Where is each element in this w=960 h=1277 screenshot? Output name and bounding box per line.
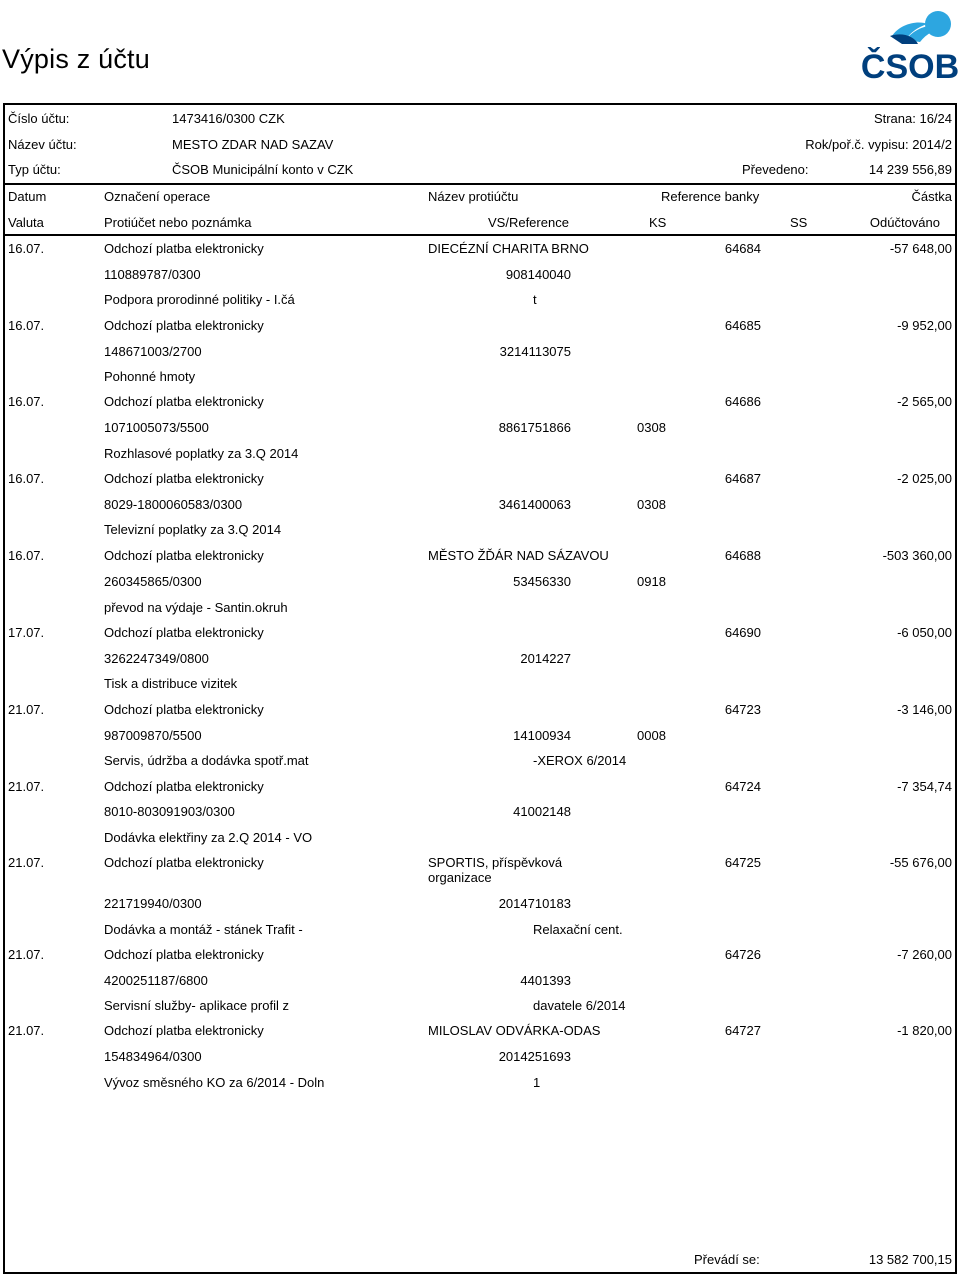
- tx-ks: 0308: [637, 420, 666, 435]
- tx-date: 21.07.: [8, 702, 45, 717]
- tx-ref: 64687: [724, 471, 761, 486]
- transfer-value: 13 582 700,15: [868, 1252, 952, 1267]
- tx-amount: -57 648,00: [889, 241, 952, 256]
- tx-amount: -9 952,00: [897, 318, 952, 333]
- tx-date: 21.07.: [8, 855, 45, 870]
- frame-top: [3, 103, 957, 105]
- tx-amount: -6 050,00: [897, 625, 952, 640]
- tx-account: 8010-803091903/0300: [104, 804, 235, 819]
- col-bank-ref: Reference banky: [661, 189, 760, 204]
- tx-note: Vývoz směsného KO za 6/2014 - Doln: [104, 1075, 325, 1090]
- col-ss: SS: [790, 215, 808, 230]
- csob-logo-icon: [862, 6, 958, 86]
- tx-vs: 14100934: [513, 728, 571, 743]
- account-name-label: Název účtu:: [8, 137, 77, 152]
- tx-vs: 908140040: [505, 267, 571, 282]
- account-type-label: Typ účtu:: [8, 162, 61, 177]
- tx-vs: 2014251693: [498, 1049, 571, 1064]
- tx-ref: 64690: [724, 625, 761, 640]
- col-currency: Valuta: [8, 215, 44, 230]
- tx-account: 1071005073/5500: [104, 420, 209, 435]
- col-vs-ref: VS/Reference: [488, 215, 569, 230]
- tx-account: 221719940/0300: [104, 896, 202, 911]
- frame-left: [3, 103, 5, 1274]
- tx-note-continued: Relaxační cent.: [533, 922, 623, 937]
- tx-note: Dodávka elektřiny za 2.Q 2014 - VO: [104, 830, 313, 845]
- tx-note-continued: -XEROX 6/2014: [533, 753, 627, 768]
- col-operation: Označení operace: [104, 189, 211, 204]
- account-number-label: Číslo účtu:: [8, 111, 70, 126]
- tx-operation: Odchozí platba elektronicky: [104, 947, 264, 962]
- tx-vs: 8861751866: [498, 420, 571, 435]
- tx-note: převod na výdaje - Santin.okruh: [104, 600, 288, 615]
- tx-counter-name: MILOSLAV ODVÁRKA-ODAS: [428, 1023, 601, 1038]
- tx-date: 16.07.: [8, 318, 45, 333]
- tx-ref: 64726: [724, 947, 761, 962]
- tx-account: 4200251187/6800: [104, 973, 208, 988]
- col-counter-account: Protiúčet nebo poznámka: [104, 215, 252, 230]
- tx-vs: 2014710183: [498, 896, 571, 911]
- tx-operation: Odchozí platba elektronicky: [104, 702, 264, 717]
- tx-vs: 4401393: [520, 973, 571, 988]
- tx-account: 148671003/2700: [104, 344, 202, 359]
- frame-right: [955, 103, 957, 1274]
- col-counter-name: Název protiúčtu: [428, 189, 519, 204]
- tx-operation: Odchozí platba elektronicky: [104, 241, 264, 256]
- tx-ref: 64727: [724, 1023, 761, 1038]
- statement-year: Rok/poř.č. vypisu: 2014/2: [805, 137, 952, 152]
- tx-ks: 0308: [637, 497, 666, 512]
- tx-note-continued: t: [533, 292, 537, 307]
- tx-operation: Odchozí platba elektronicky: [104, 394, 264, 409]
- logo-text: ČSOB: [862, 48, 958, 86]
- tx-note: Dodávka a montáž - stánek Trafit -: [104, 922, 303, 937]
- col-posted: Odúčtováno: [869, 215, 940, 230]
- tx-ref: 64688: [724, 548, 761, 563]
- col-ks: KS: [649, 215, 667, 230]
- tx-operation: Odchozí platba elektronicky: [104, 548, 264, 563]
- frame-bottom: [3, 1272, 957, 1274]
- tx-date: 21.07.: [8, 947, 45, 962]
- tx-counter-name: SPORTIS, příspěvková organizace: [428, 855, 563, 885]
- tx-ks: 0008: [637, 728, 666, 743]
- tx-note-continued: 1: [533, 1075, 541, 1090]
- col-date: Datum: [8, 189, 47, 204]
- tx-date: 21.07.: [8, 779, 45, 794]
- tx-amount: -7 260,00: [897, 947, 952, 962]
- tx-ref: 64684: [724, 241, 761, 256]
- tx-vs: 3461400063: [498, 497, 571, 512]
- tx-note: Televizní poplatky za 3.Q 2014: [104, 522, 282, 537]
- tx-ks: 0918: [637, 574, 666, 589]
- tx-vs: 41002148: [513, 804, 571, 819]
- header-divider: [3, 183, 957, 185]
- tx-amount: -2 025,00: [897, 471, 952, 486]
- tx-amount: -2 565,00: [897, 394, 952, 409]
- tx-vs: 53456330: [513, 574, 571, 589]
- tx-vs: 3214113075: [499, 344, 571, 359]
- tx-amount: -503 360,00: [882, 548, 952, 563]
- tx-operation: Odchozí platba elektronicky: [104, 471, 264, 486]
- tx-operation: Odchozí platba elektronicky: [104, 318, 264, 333]
- tx-vs: 2014227: [520, 651, 571, 666]
- tx-ref: 64724: [724, 779, 761, 794]
- tx-date: 16.07.: [8, 471, 45, 486]
- tx-note: Pohonné hmoty: [104, 369, 196, 384]
- transfer-label: Převádí se:: [694, 1252, 760, 1267]
- tx-counter-name: MĚSTO ŽĎÁR NAD SÁZAVOU: [428, 548, 609, 563]
- tx-account: 154834964/0300: [104, 1049, 202, 1064]
- tx-account: 110889787/0300: [104, 267, 201, 282]
- tx-operation: Odchozí platba elektronicky: [104, 1023, 264, 1038]
- tx-date: 17.07.: [8, 625, 45, 640]
- tx-account: 3262247349/0800: [104, 651, 209, 666]
- tx-amount: -7 354,74: [897, 779, 952, 794]
- tx-note-continued: davatele 6/2014: [533, 998, 626, 1013]
- page-title: Výpis z účtu: [2, 44, 150, 74]
- tx-operation: Odchozí platba elektronicky: [104, 855, 264, 870]
- tx-operation: Odchozí platba elektronicky: [104, 779, 264, 794]
- tx-date: 16.07.: [8, 241, 45, 256]
- col-amount: Částka: [911, 189, 952, 204]
- account-type: ČSOB Municipální konto v CZK: [172, 162, 354, 177]
- tx-note: Podpora prorodinné politiky - I.čá: [104, 292, 295, 307]
- tx-counter-name: DIECÉZNÍ CHARITA BRNO: [428, 241, 589, 256]
- tx-amount: -55 676,00: [889, 855, 952, 870]
- tx-amount: -3 146,00: [897, 702, 952, 717]
- tx-amount: -1 820,00: [897, 1023, 952, 1038]
- account-name: MESTO ZDAR NAD SAZAV: [172, 137, 334, 152]
- columns-divider: [3, 234, 957, 236]
- tx-date: 16.07.: [8, 548, 45, 563]
- tx-operation: Odchozí platba elektronicky: [104, 625, 264, 640]
- tx-account: 987009870/5500: [104, 728, 202, 743]
- csob-logo: [862, 6, 958, 86]
- tx-note: Servis, údržba a dodávka spotř.mat: [104, 753, 309, 768]
- tx-account: 8029-1800060583/0300: [104, 497, 243, 512]
- carried-label: Převedeno:: [742, 162, 809, 177]
- tx-date: 21.07.: [8, 1023, 45, 1038]
- tx-note: Rozhlasové poplatky za 3.Q 2014: [104, 446, 299, 461]
- tx-ref: 64725: [724, 855, 761, 870]
- tx-ref: 64723: [724, 702, 761, 717]
- tx-account: 260345865/0300: [104, 574, 202, 589]
- tx-note: Servisní služby- aplikace profil z: [104, 998, 289, 1013]
- page-indicator: Strana: 16/24: [873, 111, 952, 126]
- tx-note: Tisk a distribuce vizitek: [104, 676, 238, 691]
- tx-date: 16.07.: [8, 394, 45, 409]
- carried-value: 14 239 556,89: [868, 162, 952, 177]
- tx-ref: 64686: [724, 394, 761, 409]
- account-number: 1473416/0300 CZK: [172, 111, 285, 126]
- tx-ref: 64685: [724, 318, 761, 333]
